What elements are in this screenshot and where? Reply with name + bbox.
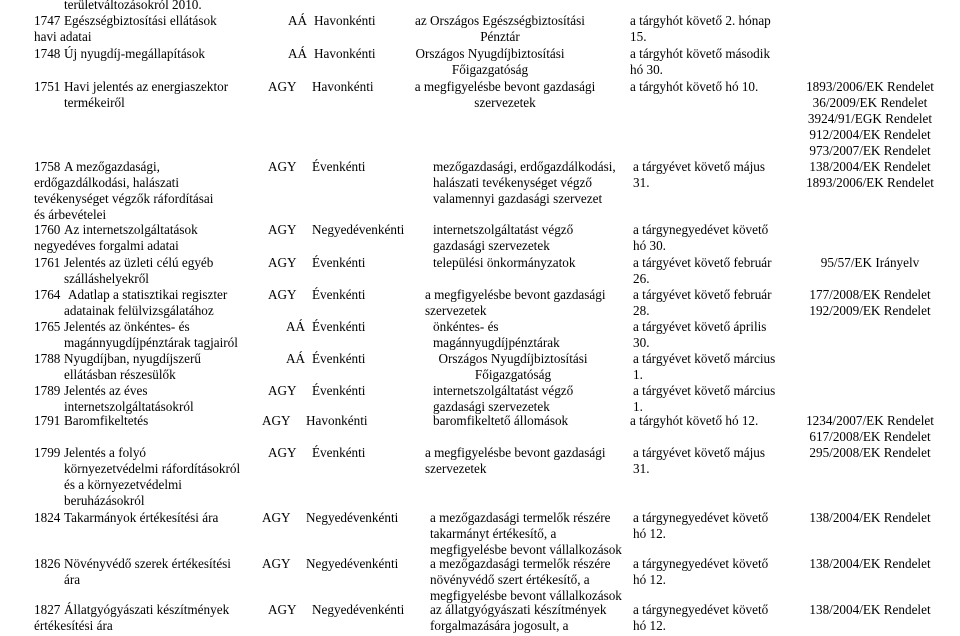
data-source: AÁ — [286, 319, 306, 334]
survey-name: Jelentés az önkéntes- és — [64, 319, 190, 334]
row-number: 1824 — [34, 510, 61, 525]
eu-regulation: 138/2004/EK Rendelet — [809, 602, 931, 617]
respondent: önkéntes- és — [433, 319, 499, 334]
respondent: mezőgazdasági, erdőgazdálkodási, — [433, 159, 616, 174]
data-source: AGY — [268, 79, 297, 94]
frequency: Havonkénti — [314, 13, 376, 28]
data-source: AÁ — [288, 13, 308, 28]
frequency: Negyedévenkénti — [312, 222, 405, 237]
respondent: a megfigyelésbe bevont gazdasági — [425, 287, 606, 302]
top-fragment: területváltozásokról 2010. — [64, 0, 202, 12]
survey-name: Baromfikeltetés — [64, 413, 149, 428]
row-number: 1748 — [34, 46, 61, 61]
respondent: baromfikeltető állomások — [433, 413, 569, 428]
survey-name: Jelentés az éves — [64, 383, 148, 398]
frequency: Negyedévenkénti — [312, 602, 405, 617]
eu-regulation: 973/2007/EK Rendelet — [809, 143, 931, 158]
eu-regulation: 138/2004/EK Rendelet — [809, 510, 931, 525]
row-number: 1760 — [34, 222, 61, 237]
respondent: a megfigyelésbe bevont gazdasági — [414, 79, 596, 94]
row-number: 1764 — [34, 287, 61, 302]
respondent: Főigazgatóság — [451, 62, 529, 77]
respondent: Országos Nyugdíjbiztosítási — [415, 46, 565, 61]
deadline: a tárgyhót követő hó 10. — [630, 79, 759, 94]
respondent: a mezőgazdasági termelők részére — [430, 510, 611, 525]
survey-name: magánnyugdíjpénztárak tagjairól — [64, 335, 238, 350]
respondent: forgalmazására jogosult, a — [430, 618, 569, 633]
data-source: AGY — [268, 255, 297, 270]
data-source: AÁ — [286, 351, 306, 366]
frequency: Évenkénti — [312, 445, 366, 460]
respondent: szervezetek — [425, 461, 487, 476]
respondent: szervezetek — [474, 95, 536, 110]
frequency: Havonkénti — [312, 79, 374, 94]
deadline: a tárgyévet követő május — [633, 445, 765, 460]
eu-regulation: 617/2008/EK Rendelet — [809, 429, 931, 444]
data-source: AGY — [262, 556, 291, 571]
deadline: 1. — [633, 367, 643, 382]
data-source: AGY — [262, 413, 291, 428]
respondent: gazdasági szervezetek — [433, 238, 550, 253]
frequency: Évenkénti — [312, 351, 366, 366]
data-source: AGY — [262, 510, 291, 525]
deadline: a tárgyévet követő április — [633, 319, 767, 334]
frequency: Negyedévenkénti — [306, 556, 399, 571]
respondent: valamennyi gazdasági szervezet — [433, 191, 603, 206]
deadline: 15. — [630, 29, 647, 44]
respondent: magánnyugdíjpénztárak — [433, 335, 560, 350]
survey-name: ellátásban részesülők — [64, 367, 176, 382]
row-number: 1826 — [34, 556, 61, 571]
survey-name: Nyugdíjban, nyugdíjszerű — [64, 351, 201, 366]
respondent: Pénztár — [480, 29, 520, 44]
respondent: az Országos Egészségbiztosítási — [415, 13, 585, 28]
deadline: a tárgyévet követő február — [633, 287, 772, 302]
survey-name: Adatlap a statisztikai regiszter — [68, 287, 228, 302]
survey-name: beruházásokról — [64, 493, 145, 508]
survey-name: és árbevételei — [34, 207, 107, 222]
deadline: hó 30. — [630, 62, 663, 77]
data-source: AÁ — [288, 46, 308, 61]
survey-name: Havi jelentés az energiaszektor — [64, 79, 229, 94]
eu-regulation: 192/2009/EK Rendelet — [809, 303, 931, 318]
respondent: internetszolgáltatást végző — [433, 222, 574, 237]
row-number: 1788 — [34, 351, 61, 366]
deadline: a tárgyévet követő február — [633, 255, 772, 270]
row-number: 1827 — [34, 602, 61, 617]
respondent: az állatgyógyászati készítmények — [430, 602, 607, 617]
survey-name: Növényvédő szerek értékesítési — [64, 556, 231, 571]
frequency: Évenkénti — [312, 287, 366, 302]
frequency: Évenkénti — [312, 255, 366, 270]
eu-regulation: 36/2009/EK Rendelet — [812, 95, 928, 110]
respondent: megfigyelésbe bevont vállalkozások — [430, 542, 622, 557]
deadline: 31. — [633, 175, 650, 190]
eu-regulation: 1893/2006/EK Rendelet — [806, 79, 934, 94]
survey-name: és a környezetvédelmi — [64, 477, 182, 492]
survey-name: A mezőgazdasági, — [64, 159, 160, 174]
eu-regulation: 138/2004/EK Rendelet — [809, 159, 931, 174]
survey-name: Egészségbiztosítási ellátások — [64, 13, 217, 28]
deadline: a tárgyévet követő május — [633, 159, 765, 174]
survey-name: termékeiről — [64, 95, 125, 110]
frequency: Negyedévenkénti — [306, 510, 399, 525]
respondent: takarmányt értékesítő, a — [430, 526, 557, 541]
frequency: Évenkénti — [312, 383, 366, 398]
data-source: AGY — [268, 287, 297, 302]
survey-name: értékesítési ára — [34, 618, 113, 633]
eu-regulation: 1234/2007/EK Rendelet — [806, 413, 934, 428]
deadline: a tárgynegyedévet követő — [633, 602, 769, 617]
respondent: internetszolgáltatást végző — [433, 383, 574, 398]
data-source: AGY — [268, 602, 297, 617]
survey-name: havi adatai — [34, 29, 92, 44]
respondent: települési önkormányzatok — [433, 255, 576, 270]
respondent: a megfigyelésbe bevont gazdasági — [425, 445, 606, 460]
frequency: Havonkénti — [314, 46, 376, 61]
respondent: halászati tevékenységet végző — [433, 175, 592, 190]
survey-name: Új nyugdíj-megállapítások — [64, 46, 206, 61]
survey-name: Jelentés a folyó — [64, 445, 147, 460]
eu-regulation: 177/2008/EK Rendelet — [809, 287, 931, 302]
deadline: hó 12. — [633, 572, 666, 587]
respondent: megfigyelésbe bevont vállalkozások — [430, 588, 622, 603]
survey-name: tevékenységet végzők ráfordításai — [34, 191, 214, 206]
deadline: 26. — [633, 271, 650, 286]
deadline: 30. — [633, 335, 650, 350]
survey-name: negyedéves forgalmi adatai — [34, 238, 179, 253]
survey-name: internetszolgáltatásokról — [64, 399, 194, 414]
row-number: 1789 — [34, 383, 61, 398]
survey-name: környezetvédelmi ráfordításokról — [64, 461, 241, 476]
frequency: Havonkénti — [306, 413, 368, 428]
deadline: a tárgyhót követő második — [630, 46, 771, 61]
survey-name: ára — [64, 572, 81, 587]
eu-regulation: 295/2008/EK Rendelet — [809, 445, 931, 460]
survey-name: adatainak felülvizsgálatához — [64, 303, 214, 318]
deadline: 1. — [633, 399, 643, 414]
deadline: a tárgynegyedévet követő — [633, 222, 769, 237]
deadline: hó 12. — [633, 618, 666, 633]
survey-name: szálláshelyekről — [64, 271, 149, 286]
eu-regulation: 3924/91/EGK Rendelet — [807, 111, 933, 126]
frequency: Évenkénti — [312, 159, 366, 174]
deadline: hó 12. — [633, 526, 666, 541]
survey-name: Jelentés az üzleti célú egyéb — [64, 255, 214, 270]
eu-regulation: 138/2004/EK Rendelet — [809, 556, 931, 571]
data-source: AGY — [268, 159, 297, 174]
deadline: a tárgyhót követő 2. hónap — [630, 13, 771, 28]
deadline: a tárgyhót követő hó 12. — [630, 413, 759, 428]
respondent: Főigazgatóság — [474, 367, 552, 382]
deadline: a tárgynegyedévet követő — [633, 510, 769, 525]
row-number: 1758 — [34, 159, 61, 174]
row-number: 1765 — [34, 319, 61, 334]
deadline: 31. — [633, 461, 650, 476]
row-number: 1747 — [34, 13, 61, 28]
deadline: hó 30. — [633, 238, 666, 253]
eu-regulation: 1893/2006/EK Rendelet — [806, 175, 934, 190]
respondent: Országos Nyugdíjbiztosítási — [438, 351, 588, 366]
deadline: a tárgyévet követő március — [633, 383, 776, 398]
survey-name: Az internetszolgáltatások — [64, 222, 198, 237]
respondent: a mezőgazdasági termelők részére — [430, 556, 611, 571]
survey-name: Takarmányok értékesítési ára — [64, 510, 219, 525]
data-source: AGY — [268, 383, 297, 398]
frequency: Évenkénti — [312, 319, 366, 334]
row-number: 1791 — [34, 413, 61, 428]
survey-name: Állatgyógyászati készítmények — [64, 602, 230, 617]
eu-regulation: 912/2004/EK Rendelet — [809, 127, 931, 142]
respondent: növényvédő szert értékesítő, a — [430, 572, 590, 587]
respondent: gazdasági szervezetek — [433, 399, 550, 414]
row-number: 1761 — [34, 255, 61, 270]
survey-name: erdőgazdálkodási, halászati — [34, 175, 179, 190]
eu-regulation: 95/57/EK Irányelv — [820, 255, 920, 270]
data-source: AGY — [268, 222, 297, 237]
row-number: 1751 — [34, 79, 61, 94]
deadline: a tárgyévet követő március — [633, 351, 776, 366]
data-source: AGY — [268, 445, 297, 460]
deadline: a tárgynegyedévet követő — [633, 556, 769, 571]
deadline: 28. — [633, 303, 650, 318]
respondent: szervezetek — [425, 303, 487, 318]
row-number: 1799 — [34, 445, 61, 460]
